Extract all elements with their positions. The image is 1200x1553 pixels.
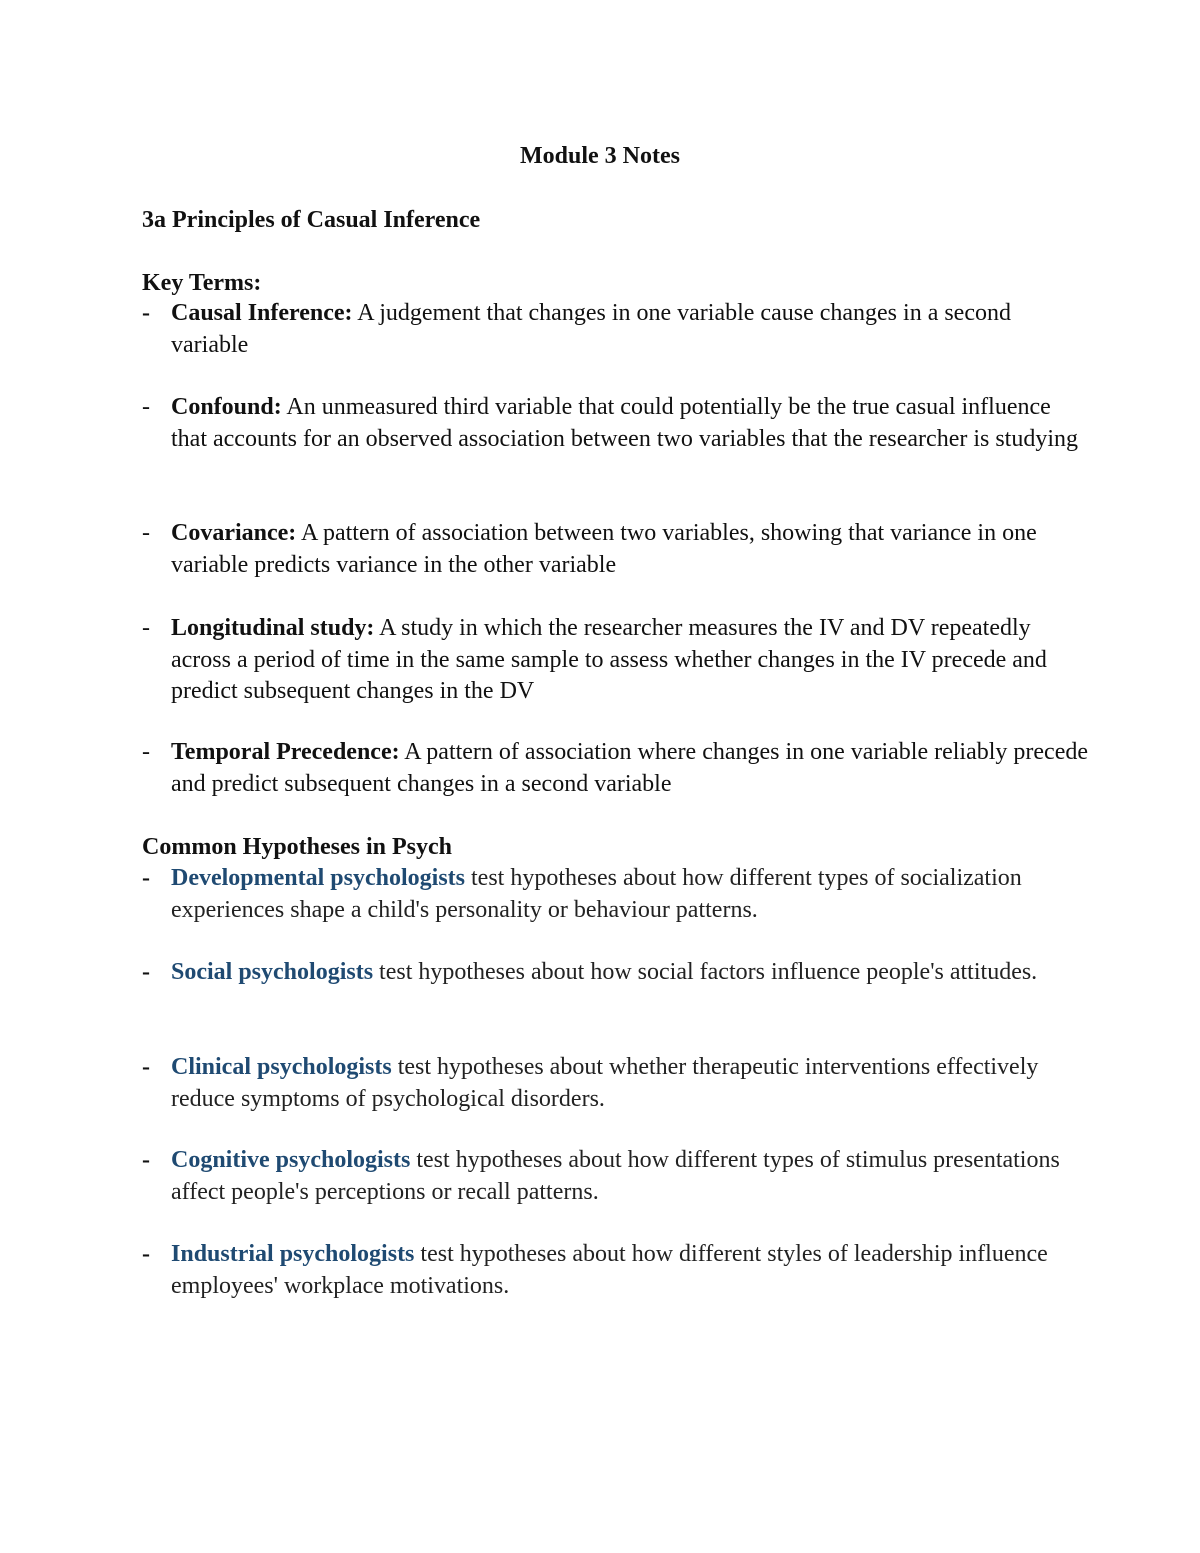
- hypothesis-description: test hypotheses about how different styles of leadership influence employees' workplace motivations.: [171, 1241, 1048, 1299]
- key-terms-heading: Key Terms:: [142, 270, 262, 296]
- hypothesis-text: [171, 1145, 1091, 1208]
- key-term-text: [171, 737, 1091, 800]
- hypothesis-text: [171, 863, 1091, 926]
- dash-bullet: -: [142, 1054, 150, 1080]
- page-title: Module 3 Notes: [520, 143, 680, 169]
- key-term-definition: A judgement that changes in one variable cause changes in a second variable: [171, 300, 1011, 358]
- key-term-label: Causal Inference:: [171, 300, 353, 326]
- key-term-label: Confound:: [171, 394, 282, 420]
- hypothesis-role: Developmental psychologists: [171, 865, 465, 891]
- dash-bullet: -: [142, 1241, 150, 1267]
- dash-bullet: -: [142, 300, 150, 326]
- hypothesis-description: test hypotheses about whether therapeutic interventions effectively reduce symptoms of psychological disorders.: [171, 1054, 1039, 1112]
- hypothesis-description: test hypotheses about how different types of stimulus presentations affect people's perceptions or recall patterns.: [171, 1147, 1060, 1205]
- dash-bullet: -: [142, 615, 150, 641]
- key-term-definition: A pattern of association between two variables, showing that variance in one variable predicts variance in the other variable: [171, 520, 1037, 578]
- key-term-label: Longitudinal study:: [171, 615, 375, 641]
- hypothesis-description: test hypotheses about how social factors influence people's attitudes.: [373, 959, 1038, 985]
- hypothesis-text: [171, 1052, 1091, 1115]
- key-term-definition: A pattern of association where changes in one variable reliably precede and predict subsequent changes in a second variable: [171, 739, 1088, 797]
- hypothesis-text: [171, 957, 1091, 989]
- key-term-text: [171, 298, 1091, 361]
- hypothesis-role: Social psychologists: [171, 959, 374, 985]
- key-term-text: [171, 613, 1091, 708]
- key-term-label: Covariance:: [171, 520, 297, 546]
- hypothesis-role: Cognitive psychologists: [171, 1147, 411, 1173]
- dash-bullet: -: [142, 520, 150, 546]
- key-term-label: Temporal Precedence:: [171, 739, 400, 765]
- dash-bullet: -: [142, 865, 150, 891]
- dash-bullet: -: [142, 959, 150, 985]
- key-term-text: [171, 518, 1091, 581]
- key-term-definition: A study in which the researcher measures the IV and DV repeatedly across a period of time in the same sample to assess whether changes in the IV precede and predict subsequent changes in the DV: [171, 615, 1047, 704]
- dash-bullet: -: [142, 739, 150, 765]
- hypotheses-heading: Common Hypotheses in Psych: [142, 834, 453, 860]
- key-term-text: [171, 392, 1091, 455]
- hypothesis-role: Industrial psychologists: [171, 1241, 415, 1267]
- section-heading: 3a Principles of Casual Inference: [142, 207, 481, 233]
- hypothesis-role: Clinical psychologists: [171, 1054, 392, 1080]
- hypothesis-description: test hypotheses about how different types of socialization experiences shape a child's personality or behaviour patterns.: [171, 865, 1022, 923]
- dash-bullet: -: [142, 394, 150, 420]
- key-term-definition: An unmeasured third variable that could potentially be the true casual influence that accounts for an observed association between two variables that the researcher is studying: [171, 394, 1079, 452]
- hypothesis-text: [171, 1239, 1091, 1302]
- dash-bullet: -: [142, 1147, 150, 1173]
